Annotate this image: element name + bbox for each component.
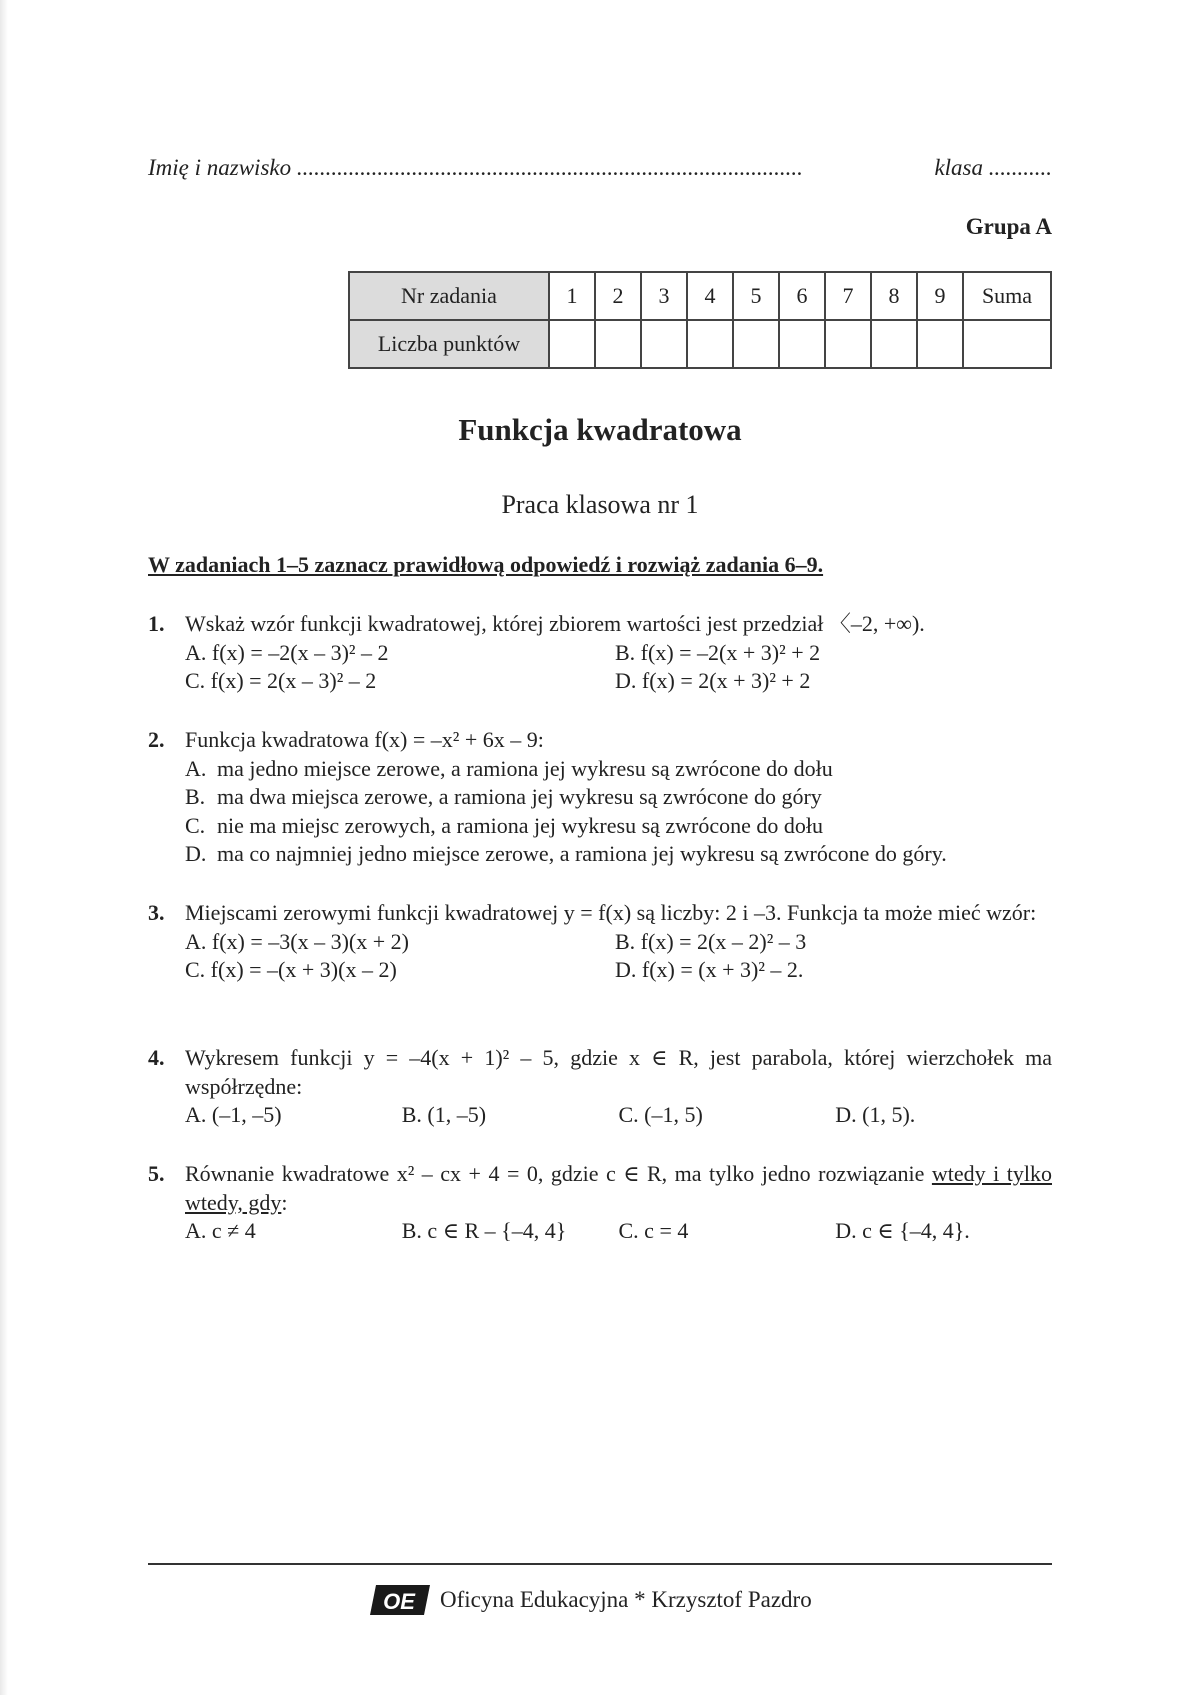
column-header: 7: [825, 272, 871, 320]
page-subtitle: Praca klasowa nr 1: [501, 490, 699, 519]
column-header: 5: [733, 272, 779, 320]
points-cell[interactable]: [917, 320, 963, 368]
answer-option-a[interactable]: A. f(x) = –2(x – 3)² – 2: [185, 639, 389, 665]
page-title: Funkcja kwadratowa: [458, 412, 742, 447]
footer: [368, 1582, 812, 1618]
option-text: ma dwa miejsca zerowe, a ramiona jej wykresu są zwrócone do góry: [217, 784, 822, 809]
column-header-sum: Suma: [963, 272, 1051, 320]
points-cell[interactable]: [825, 320, 871, 368]
answer-option-b[interactable]: [185, 783, 1052, 812]
task-number: 3.: [148, 900, 165, 925]
instruction: W zadaniach 1–5 zaznacz prawidłową odpowiedź i rozwiąż zadania 6–9.: [148, 552, 824, 577]
task-stem: Wskaż wzór funkcji kwadratowej, której zbiorem wartości jest przedział 〈–2, +∞).: [185, 611, 925, 636]
points-cell[interactable]: [687, 320, 733, 368]
option-text: ma co najmniej jedno miejsce zerowe, a ramiona jej wykresu są zwrócone do góry.: [217, 841, 947, 866]
answer-option-c[interactable]: C. f(x) = –(x + 3)(x – 2): [185, 957, 397, 982]
task-stem: Wykresem funkcji y = –4(x + 1)² – 5, gdzie x ∈ R, jest parabola, której wierzchołek ma współrzędne:: [185, 1045, 1052, 1099]
task-stem: Funkcja kwadratowa f(x) = –x² + 6x – 9:: [185, 727, 544, 752]
answer-option-c[interactable]: C. f(x) = 2(x – 3)² – 2: [185, 668, 377, 693]
answer-option-c[interactable]: C. (–1, 5): [618, 1102, 703, 1127]
points-cell[interactable]: [779, 320, 825, 368]
publisher-name: Oficyna Edukacyjna * Krzysztof Pazdro: [440, 1587, 812, 1612]
task-stem: Miejscami zerowymi funkcji kwadratowej y = f(x) są liczby: 2 i –3. Funkcja ta może mieć wzór:: [185, 900, 1037, 925]
points-cell[interactable]: [595, 320, 641, 368]
option-letter: A.: [185, 755, 207, 781]
scan-edge-shadow: [0, 0, 8, 1695]
option-letter: B.: [185, 784, 206, 809]
task-3: [148, 899, 1052, 985]
answer-option-d[interactable]: D. f(x) = 2(x + 3)² + 2: [615, 668, 811, 693]
answer-option-a[interactable]: A. f(x) = –3(x – 3)(x + 2): [185, 928, 409, 954]
task-stem-main: Równanie kwadratowe x² – cx + 4 = 0, gdzie c ∈ R, ma tylko jedno rozwiązanie: [185, 1161, 932, 1186]
column-header: 4: [687, 272, 733, 320]
publisher-logo-icon: [368, 1583, 432, 1617]
task-5: [148, 1160, 1052, 1246]
points-cell[interactable]: [549, 320, 595, 368]
task-1: [148, 610, 1052, 696]
answer-option-d[interactable]: [185, 840, 1052, 869]
task-number: 5.: [148, 1161, 165, 1186]
column-header: 2: [595, 272, 641, 320]
task-stem: [185, 1160, 1052, 1217]
task-stem-end: :: [281, 1189, 288, 1215]
answer-option-b[interactable]: B. c ∈ R – {–4, 4}: [401, 1218, 567, 1243]
answer-option-b[interactable]: B. f(x) = –2(x + 3)² + 2: [615, 639, 821, 665]
row-label-task-number: Nr zadania: [349, 272, 549, 320]
answer-option-a[interactable]: A. c ≠ 4: [185, 1218, 256, 1243]
task-stem-underlined: wtedy i tylko wtedy, gdy: [185, 1161, 1052, 1215]
score-table-header-row: [349, 272, 1051, 320]
column-header: 9: [917, 272, 963, 320]
option-letter: D.: [185, 841, 207, 866]
column-header: 6: [779, 272, 825, 320]
column-header: 3: [641, 272, 687, 320]
student-header: [148, 155, 1052, 189]
task-2: [148, 726, 1052, 869]
class-field: klasa ...........: [934, 155, 1052, 180]
answer-option-d[interactable]: D. f(x) = (x + 3)² – 2.: [615, 957, 804, 982]
answer-option-a[interactable]: [185, 755, 1052, 784]
answer-option-b[interactable]: B. (1, –5): [401, 1102, 487, 1127]
points-cell[interactable]: [641, 320, 687, 368]
logo-text: OE: [383, 1589, 415, 1614]
task-number: 2.: [148, 727, 165, 752]
option-text: nie ma miejsc zerowych, a ramiona jej wykresu są zwrócone do dołu: [217, 812, 824, 838]
answer-option-c[interactable]: C. c = 4: [618, 1218, 689, 1243]
points-sum-cell[interactable]: [963, 320, 1051, 368]
footer-divider: [148, 1563, 1052, 1565]
group-label: Grupa A: [965, 214, 1052, 239]
answer-option-a[interactable]: A. (–1, –5): [185, 1102, 282, 1127]
score-table: [348, 271, 1052, 369]
column-header: 1: [549, 272, 595, 320]
score-table-points-row: [349, 320, 1051, 368]
points-cell[interactable]: [871, 320, 917, 368]
column-header: 8: [871, 272, 917, 320]
option-text: ma jedno miejsce zerowe, a ramiona jej wykresu są zwrócone do dołu: [217, 755, 833, 781]
task-number: 1.: [148, 611, 165, 636]
option-letter: C.: [185, 812, 206, 838]
points-cell[interactable]: [733, 320, 779, 368]
row-label-points: Liczba punktów: [349, 320, 549, 368]
task-number: 4.: [148, 1045, 165, 1070]
name-field: Imię i nazwisko ........................................................................................: [148, 155, 803, 180]
task-4: [148, 1044, 1052, 1130]
answer-option-d[interactable]: D. (1, 5).: [835, 1102, 916, 1127]
answer-option-b[interactable]: B. f(x) = 2(x – 2)² – 3: [615, 928, 807, 954]
answer-option-d[interactable]: D. c ∈ {–4, 4}.: [835, 1218, 970, 1243]
answer-option-c[interactable]: [185, 812, 1052, 841]
